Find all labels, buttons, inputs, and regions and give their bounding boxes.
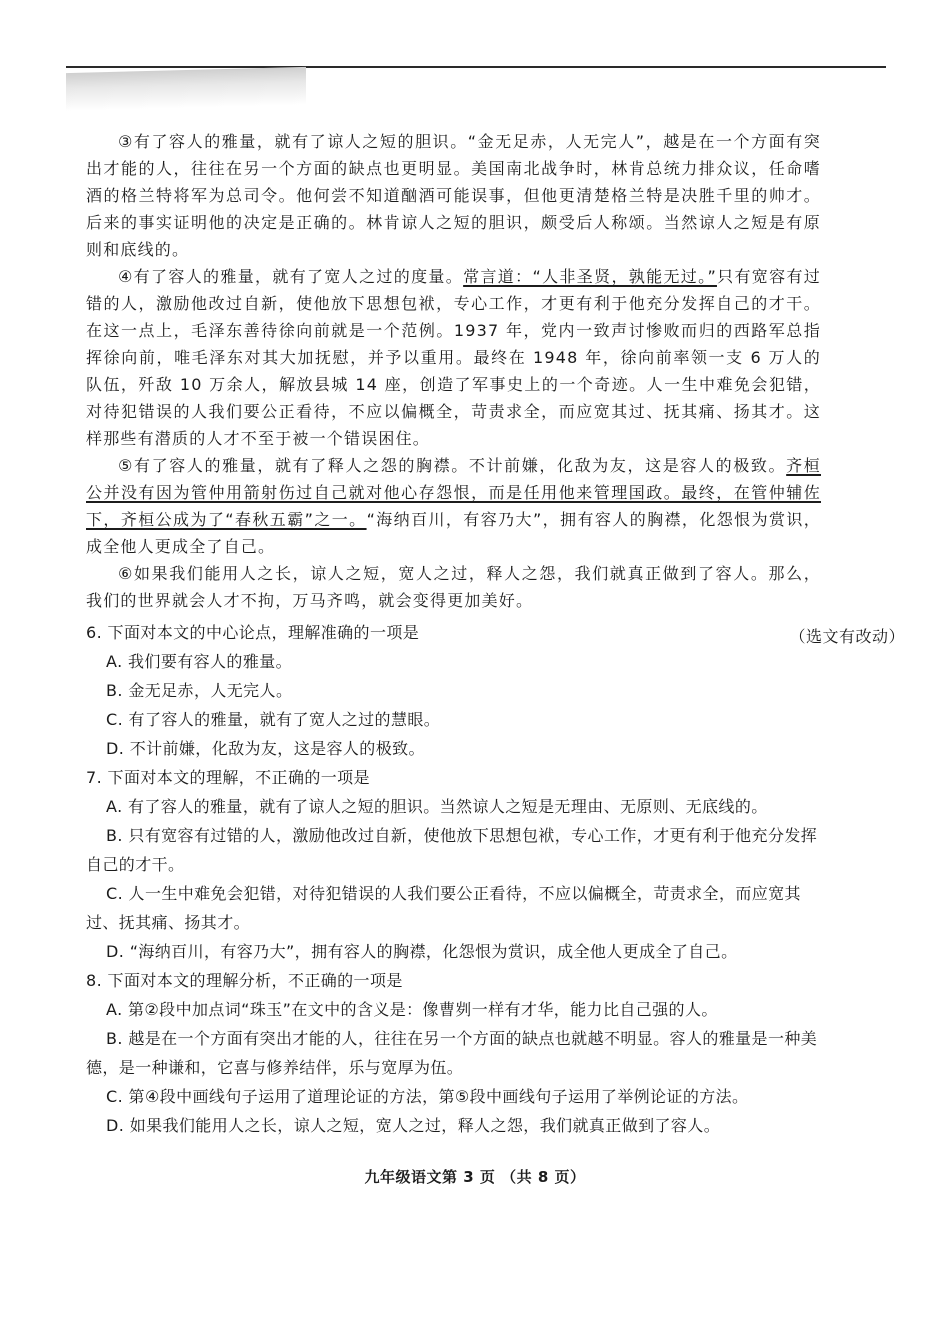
question-6-option-a[interactable]: A. 我们要有容人的雅量。 — [106, 652, 293, 671]
question-8-option-d[interactable]: D. 如果我们能用人之长，谅人之短，宽人之过，释人之怨，我们就真正做到了容人。 — [106, 1116, 721, 1135]
reading-passage — [86, 128, 821, 614]
paragraph-3-text: ③有了容人的雅量，就有了谅人之短的胆识。“金无足赤，人无完人”，越是在一个方面有突出才能的人，往往在另一个方面的缺点也更明显。美国南北战争时，林肯总统力排众议，任命嗜酒的格兰特将军为总司令。他何尝不知道酗酒可能误事，但他更清楚格兰特是决胜千里的帅才。后来的事实证明他的决定是正确的。林肯谅人之短的胆识，颇受后人称颂。当然谅人之短是有原则和底线的。 — [86, 132, 821, 259]
question-6-stem: 6. 下面对本文的中心论点，理解准确的一项是 — [86, 623, 420, 642]
paragraph-4-underlined-sentence: 常言道：“人非圣贤，孰能无过。” — [463, 267, 717, 286]
paragraph-5-underlined-sentence: 齐桓公并没有因为管仲用箭射伤过自己就对他心存怨恨，而是任用他来管理国政。最终，在管仲辅佐下，齐桓公成为了“春秋五霸”之一。 — [86, 456, 821, 529]
paragraph-4-rest: 只有宽容有过错的人，激励他改过自新，使他放下思想包袱，专心工作，才更有利于他充分发挥自己的才干。在这一点上，毛泽东善待徐向前就是一个范例。1937 年，党内一致声讨惨败而归的西路军总指挥徐向前，唯毛泽东对其大加抚慰，并予以重用。最终在 1948 年，徐向前率领一支 6 万人的队伍，歼敌 10 万余人，解放县城 14 座，创造了军事史上的一个奇迹。人一生中难免会犯错，对待犯错误的人我们要公正看待，不应以偏概全，苛责求全，而应宽其过、抚其痛、扬其才。这样那些有潜质的人才不至于被一个错误困住。 — [86, 267, 821, 448]
question-7 — [86, 763, 821, 966]
question-8-option-a[interactable]: A. 第②段中加点词“珠玉”在文中的含义是：像曹刿一样有才华，能力比自己强的人。 — [106, 1000, 718, 1019]
question-6-option-b[interactable]: B. 金无足赤，人无完人。 — [106, 681, 293, 700]
paragraph-5-lead: ⑤有了容人的雅量，就有了释人之怨的胸襟。不计前嫌，化敌为友，这是容人的极致。 — [118, 456, 787, 475]
question-7-stem: 7. 下面对本文的理解，不正确的一项是 — [86, 768, 370, 787]
question-6-option-d[interactable]: D. 不计前嫌，化敌为友，这是容人的极致。 — [106, 739, 425, 758]
question-6 — [86, 618, 821, 763]
question-8-stem: 8. 下面对本文的理解分析，不正确的一项是 — [86, 971, 403, 990]
page-footer: 九年级语文第 3 页 （共 8 页） — [364, 1168, 586, 1186]
question-7-option-c[interactable]: C. 人一生中难免会犯错，对待犯错误的人我们要公正看待，不应以偏概全，苛责求全，而应宽其过、抚其痛、扬其才。 — [86, 884, 801, 932]
question-8-option-c[interactable]: C. 第④段中画线句子运用了道理论证的方法，第⑤段中画线句子运用了举例论证的方法。 — [106, 1087, 749, 1106]
paragraph-3 — [86, 128, 821, 263]
paragraph-4 — [86, 263, 821, 452]
paragraph-5-rest: “海纳百川，有容乃大”，拥有容人的胸襟，化怨恨为赏识，成全他人更成全了自己。 — [86, 510, 822, 556]
paragraph-5-text — [86, 452, 821, 560]
paragraph-6 — [86, 560, 821, 614]
source-note: （选文有改动） — [789, 627, 905, 646]
question-6-option-c[interactable]: C. 有了容人的雅量，就有了宽人之过的慧眼。 — [106, 710, 441, 729]
top-rule — [66, 66, 886, 68]
paragraph-4-text — [86, 263, 821, 452]
question-7-option-d[interactable]: D. “海纳百川，有容乃大”，拥有容人的胸襟，化怨恨为赏识，成全他人更成全了自己。 — [106, 942, 738, 961]
scan-shadow — [66, 67, 306, 111]
question-8-option-b[interactable]: B. 越是在一个方面有突出才能的人，往往在另一个方面的缺点也就越不明显。容人的雅量是一种美德，是一种谦和，它喜与修养结伴，乐与宽厚为伍。 — [86, 1029, 818, 1077]
question-7-option-b[interactable]: B. 只有宽容有过错的人，激励他改过自新，使他放下思想包袱，专心工作，才更有利于他充分发挥自己的才干。 — [86, 826, 818, 874]
paragraph-6-text: ⑥如果我们能用人之长，谅人之短，宽人之过，释人之怨，我们就真正做到了容人。那么，我们的世界就会人才不拘，万马齐鸣，就会变得更加美好。 — [86, 564, 821, 610]
paragraph-5 — [86, 452, 821, 560]
question-7-option-a[interactable]: A. 有了容人的雅量，就有了谅人之短的胆识。当然谅人之短是无理由、无原则、无底线的。 — [106, 797, 768, 816]
paragraph-4-lead: ④有了容人的雅量，就有了宽人之过的度量。 — [118, 267, 464, 286]
question-8 — [86, 966, 821, 1140]
